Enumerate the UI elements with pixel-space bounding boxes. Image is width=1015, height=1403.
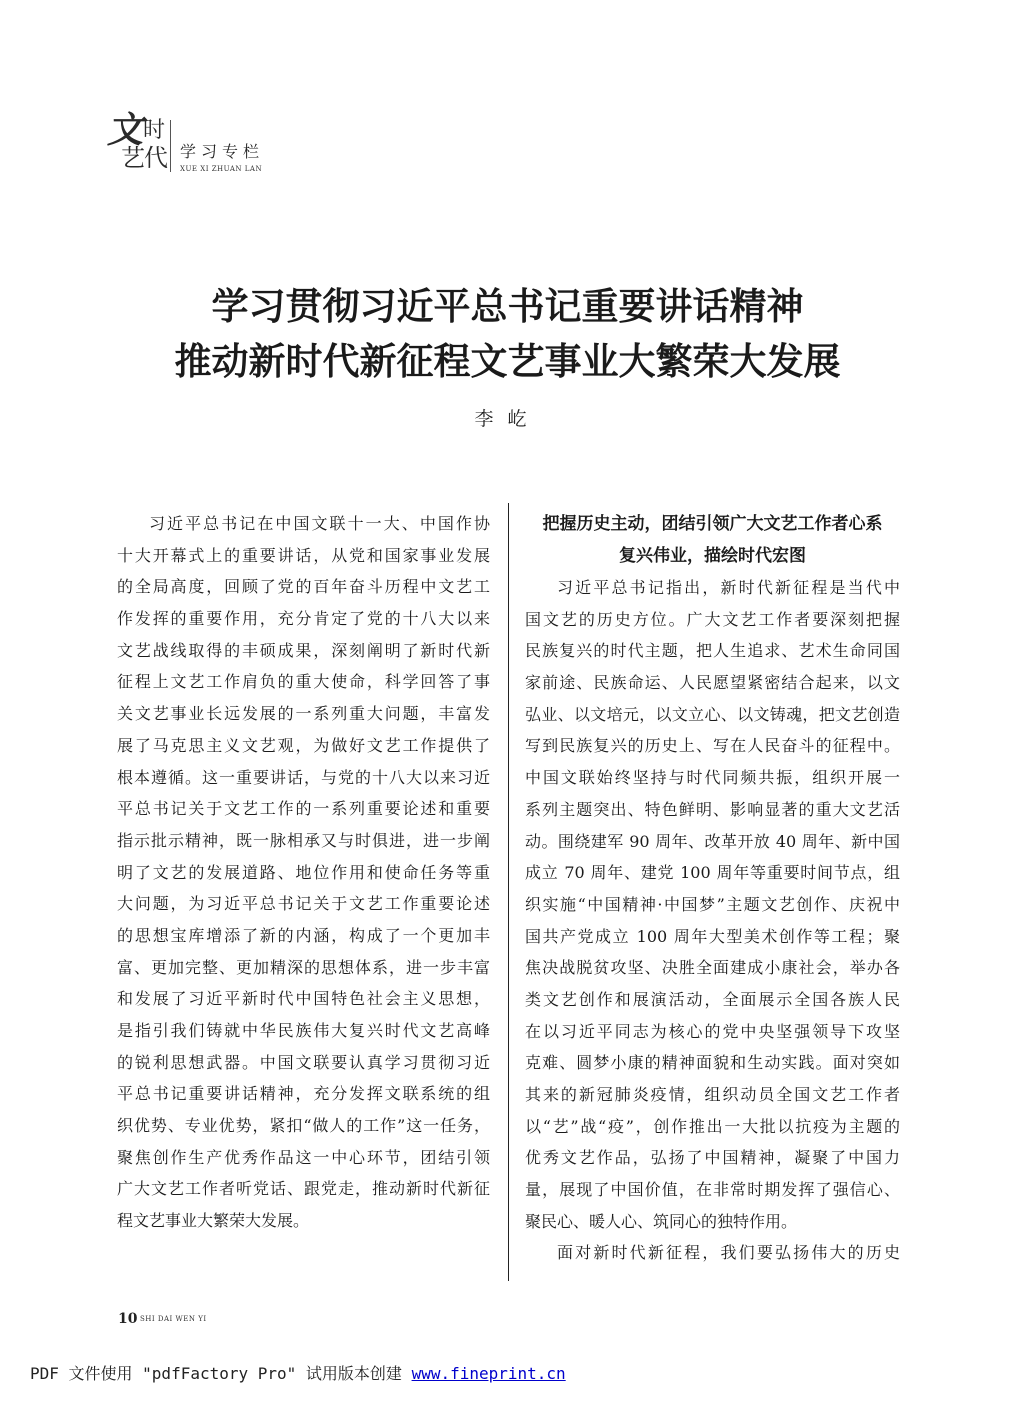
article-title-line2: 推动新时代新征程文艺事业大繁荣大发展: [174, 339, 841, 383]
text-line: 量，展现了中国价值，在非常时期发挥了强信心、: [525, 1180, 900, 1200]
text-line: 文艺战线取得的丰硕成果，深刻阐明了新时代新: [117, 640, 490, 660]
text-line: 成立 70 周年、建党 100 周年等重要时间节点，组: [525, 863, 900, 883]
text-line: 焦决战脱贫攻坚、决胜全面建成小康社会，举办各: [525, 958, 900, 978]
text-line: 织实施“中国精神·中国梦”主题文艺创作、庆祝中: [525, 894, 900, 914]
logo-glyph-yidai: 艺代: [121, 144, 167, 172]
logo-glyph-wen: 文: [107, 109, 144, 151]
text-line: 动。围绕建军 90 周年、改革开放 40 周年、新中国: [525, 831, 900, 851]
magazine-name: SHI DAI WEN YI: [140, 1315, 207, 1323]
text-line: 家前途、民族命运、人民愿望紧密结合起来，以文: [525, 673, 900, 693]
text-line: 是指引我们铸就中华民族伟大复兴时代文艺高峰: [117, 1021, 490, 1040]
text-line: 征程上文艺工作肩负的重大使命，科学回答了事: [117, 672, 490, 692]
section-subheading-line1: 把握历史主动，团结引领广大文艺工作者心系: [542, 514, 883, 534]
text-line: 根本遵循。这一重要讲话，与党的十八大以来习近: [117, 767, 490, 787]
section-subheading-line2: 复兴伟业，描绘时代宏图: [619, 546, 806, 566]
text-line: 的全局高度，回顾了党的百年奋斗历程中文艺工: [117, 577, 490, 597]
text-line: 十大开幕式上的重要讲话，从党和国家事业发展: [117, 545, 490, 565]
logo-divider: [170, 120, 171, 172]
text-line: 的思想宝库增添了新的内涵，构成了一个更加丰: [117, 925, 490, 945]
column-logo: [107, 109, 179, 174]
text-line: 的锐利思想武器。中国文联要认真学习贯彻习近: [117, 1052, 490, 1072]
right-column: [525, 508, 900, 1269]
text-line: 聚焦创作生产优秀作品这一中心环节，团结引领: [117, 1147, 490, 1167]
text-line: 弘业、以文培元，以文立心、以文铸魂，把文艺创造: [525, 704, 900, 724]
text-line: 习近平总书记指出，新时代新征程是当代中: [557, 578, 900, 597]
fineprint-link[interactable]: www.fineprint.cn: [411, 1364, 566, 1383]
text-line: 广大文艺工作者听党话、跟党走，推动新时代新征: [117, 1179, 490, 1199]
text-line: 关文艺事业长远发展的一系列重大问题，丰富发: [117, 704, 490, 724]
text-line: 系列主题突出、特色鲜明、影响显著的重大文艺活: [525, 799, 900, 819]
text-line: 以“艺”战“疫”，创作推出一大批以抗疫为主题的: [525, 1116, 900, 1136]
text-line: 民族复兴的时代主题，把人生追求、艺术生命同国: [525, 641, 900, 661]
left-column: [117, 508, 490, 1237]
text-line: 平总书记关于文艺工作的一系列重要论述和重要: [117, 799, 490, 819]
author-name: 李屹: [474, 408, 541, 430]
text-line: 大问题，为习近平总书记关于文艺工作重要论述: [117, 894, 490, 914]
text-line: 优秀文艺作品，弘扬了中国精神，凝聚了中国力: [525, 1148, 900, 1168]
text-line: 指示批示精神，既一脉相承又与时俱进，进一步阐: [117, 830, 490, 850]
text-line: 明了文艺的发展道路、地位作用和使命任务等重: [117, 862, 490, 882]
text-line: 富、更加完整、更加精深的思想体系，进一步丰富: [117, 957, 490, 977]
text-line: 织优势、专业优势，紧扣“做人的工作”这一任务，: [117, 1116, 490, 1136]
text-line: 展了马克思主义文艺观，为做好文艺工作提供了: [117, 735, 490, 755]
column-pinyin: XUE XI ZHUAN LAN: [180, 165, 263, 173]
article-title-line1: 学习贯彻习近平总书记重要讲话精神: [211, 284, 804, 328]
column-divider: [508, 503, 509, 1281]
text-line: 平总书记重要讲话精神，充分发挥文联系统的组: [117, 1084, 490, 1104]
pdf-notice-text: PDF 文件使用 "pdfFactory Pro" 试用版本创建: [30, 1364, 412, 1383]
text-line: 中国文联始终坚持与时代同频共振，组织开展一: [525, 768, 900, 788]
text-line: 聚民心、暖人心、筑同心的独特作用。: [525, 1211, 798, 1231]
text-line: 作发挥的重要作用，充分肯定了党的十八大以来: [117, 609, 490, 629]
page-number: 10: [118, 1311, 138, 1327]
text-line: 在以习近平同志为核心的党中央坚强领导下攻坚: [525, 1021, 900, 1041]
text-line: 克难、圆梦小康的精神面貌和生动实践。面对突如: [525, 1053, 900, 1073]
text-line: 习近平总书记在中国文联十一大、中国作协: [149, 514, 490, 533]
text-line: 其来的新冠肺炎疫情，组织动员全国文艺工作者: [525, 1085, 900, 1104]
text-line: 写到民族复兴的历史上、写在人民奋斗的征程中。: [525, 736, 900, 756]
logo-glyph-shi: 时: [143, 118, 166, 143]
text-line: 和发展了习近平新时代中国特色社会主义思想，: [117, 989, 490, 1009]
text-line: 类文艺创作和展演活动，全面展示全国各族人民: [525, 989, 900, 1009]
text-line: 程文艺事业大繁荣大发展。: [117, 1211, 310, 1231]
column-title: 学习专栏: [180, 142, 265, 161]
text-line: 国文艺的历史方位。广大文艺工作者要深刻把握: [525, 609, 900, 629]
pdf-notice: [30, 1366, 566, 1382]
text-line: 国共产党成立 100 周年大型美术创作等工程；聚: [525, 926, 900, 946]
text-line: 面对新时代新征程，我们要弘扬伟大的历史: [557, 1243, 900, 1263]
